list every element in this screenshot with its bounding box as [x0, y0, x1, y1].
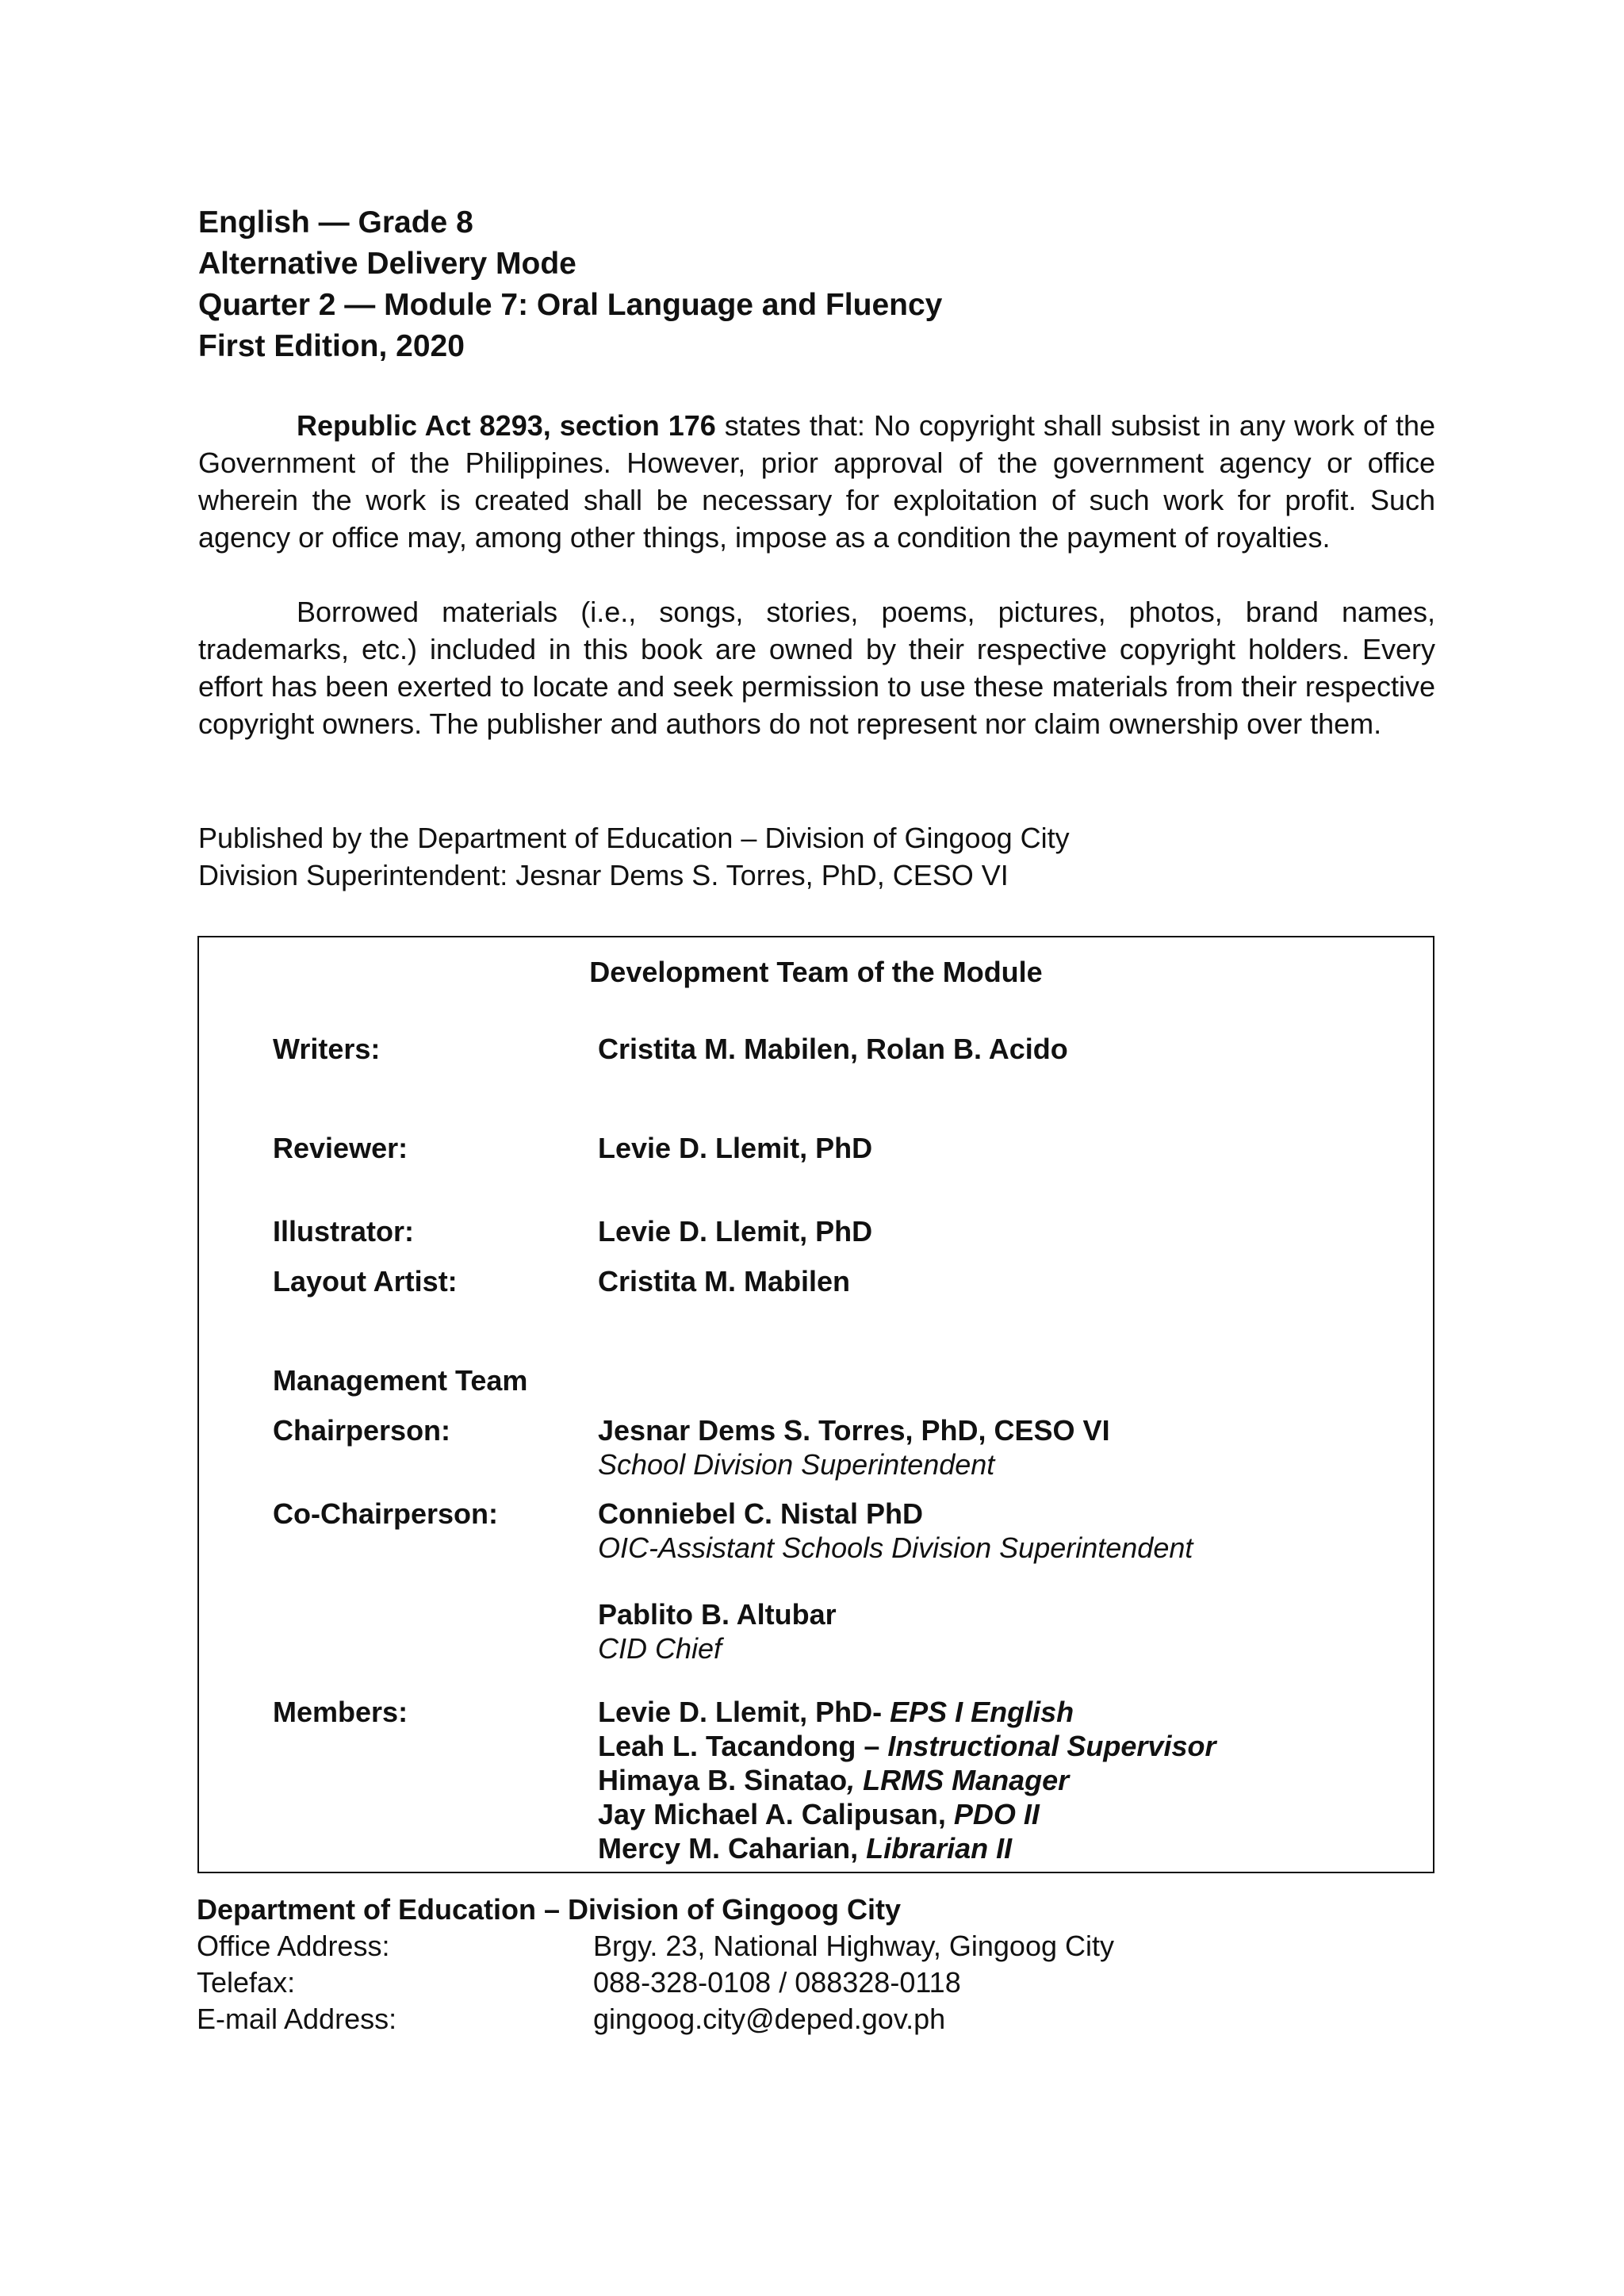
office-address-row — [197, 1928, 1114, 1964]
office-address-value: Brgy. 23, National Highway, Gingoog City — [593, 1930, 1114, 1962]
telefax-label: Telefax: — [197, 1966, 296, 1999]
borrowed-materials-paragraph — [198, 593, 1435, 742]
member-item: Levie D. Llemit, PhD- EPS I English — [598, 1696, 1074, 1728]
writers-value: Cristita M. Mabilen, Rolan B. Acido — [598, 1033, 1068, 1065]
module-title: Quarter 2 — Module 7: Oral Language and Fluency — [198, 288, 943, 322]
co-chairperson-label: Co-Chairperson: — [273, 1497, 499, 1530]
division-superintendent: Division Superintendent: Jesnar Dems S. Torres, PhD, CESO VI — [198, 859, 1009, 891]
chairperson-title: School Division Superintendent — [598, 1448, 995, 1481]
development-team-box — [197, 936, 1434, 1873]
member-item: Jay Michael A. Calipusan, PDO II — [598, 1798, 1040, 1830]
illustrator-label: Illustrator: — [273, 1215, 415, 1248]
writers-label: Writers: — [273, 1033, 381, 1065]
copyright-text: states that: No copyright shall subsist in any work of the Government of the Philippines. However, prior approval of the government agency or office wherein the work is created shall be necessary for exploitation of such work for profit. Such agency or office may, among other things, impose as a condition the payment of royalties. — [198, 409, 1435, 554]
email-label: E-mail Address: — [197, 2003, 397, 2035]
cid-chief-name: Pablito B. Altubar — [598, 1598, 837, 1631]
telefax-row — [197, 1964, 961, 2001]
development-team-title: Development Team of the Module — [589, 956, 1043, 988]
members-label: Members: — [273, 1696, 408, 1728]
contact-info — [197, 1892, 1114, 2037]
chairperson-name: Jesnar Dems S. Torres, PhD, CESO VI — [598, 1414, 1110, 1447]
members-list — [598, 1695, 1407, 1865]
reviewer-label: Reviewer: — [273, 1132, 408, 1164]
subject-grade: English — Grade 8 — [198, 205, 473, 240]
copyright-paragraph — [198, 407, 1435, 556]
member-item: Mercy M. Caharian, Librarian II — [598, 1832, 1013, 1865]
publisher-info — [198, 819, 1070, 894]
borrowed-materials-text: Borrowed materials (i.e., songs, stories, poems, pictures, photos, brand names, trademarks, etc.) included in this book are owned by their respective copyright holders. Every effort has been exerted to locate and seek permission to use these materials from their respective copyright owners. The publisher and authors do not represent nor claim ownership over them. — [198, 596, 1435, 740]
edition: First Edition, 2020 — [198, 329, 465, 363]
member-item: Leah L. Tacandong – Instructional Supervisor — [598, 1730, 1216, 1762]
layout-artist-label: Layout Artist: — [273, 1265, 458, 1297]
layout-artist-value: Cristita M. Mabilen — [598, 1265, 851, 1297]
email-value: gingoog.city@deped.gov.ph — [593, 2003, 946, 2035]
published-by: Published by the Department of Education – Division of Gingoog City — [198, 822, 1070, 854]
member-item: Himaya B. Sinatao, LRMS Manager — [598, 1764, 1070, 1796]
office-address-label: Office Address: — [197, 1930, 390, 1962]
illustrator-value: Levie D. Llemit, PhD — [598, 1215, 873, 1248]
email-row — [197, 2001, 946, 2037]
reviewer-value: Levie D. Llemit, PhD — [598, 1132, 873, 1164]
delivery-mode: Alternative Delivery Mode — [198, 247, 576, 281]
management-team-label: Management Team — [273, 1364, 528, 1397]
department-name: Department of Education – Division of Gingoog City — [197, 1893, 902, 1926]
cid-chief-title: CID Chief — [598, 1632, 722, 1665]
chairperson-label: Chairperson: — [273, 1414, 451, 1447]
module-header — [198, 202, 942, 367]
copyright-law-reference: Republic Act 8293, section 176 — [297, 409, 716, 442]
co-chairperson-name: Conniebel C. Nistal PhD — [598, 1497, 924, 1530]
co-chairperson-title: OIC-Assistant Schools Division Superintendent — [598, 1531, 1193, 1564]
telefax-value: 088-328-0108 / 088328-0118 — [593, 1966, 961, 1999]
